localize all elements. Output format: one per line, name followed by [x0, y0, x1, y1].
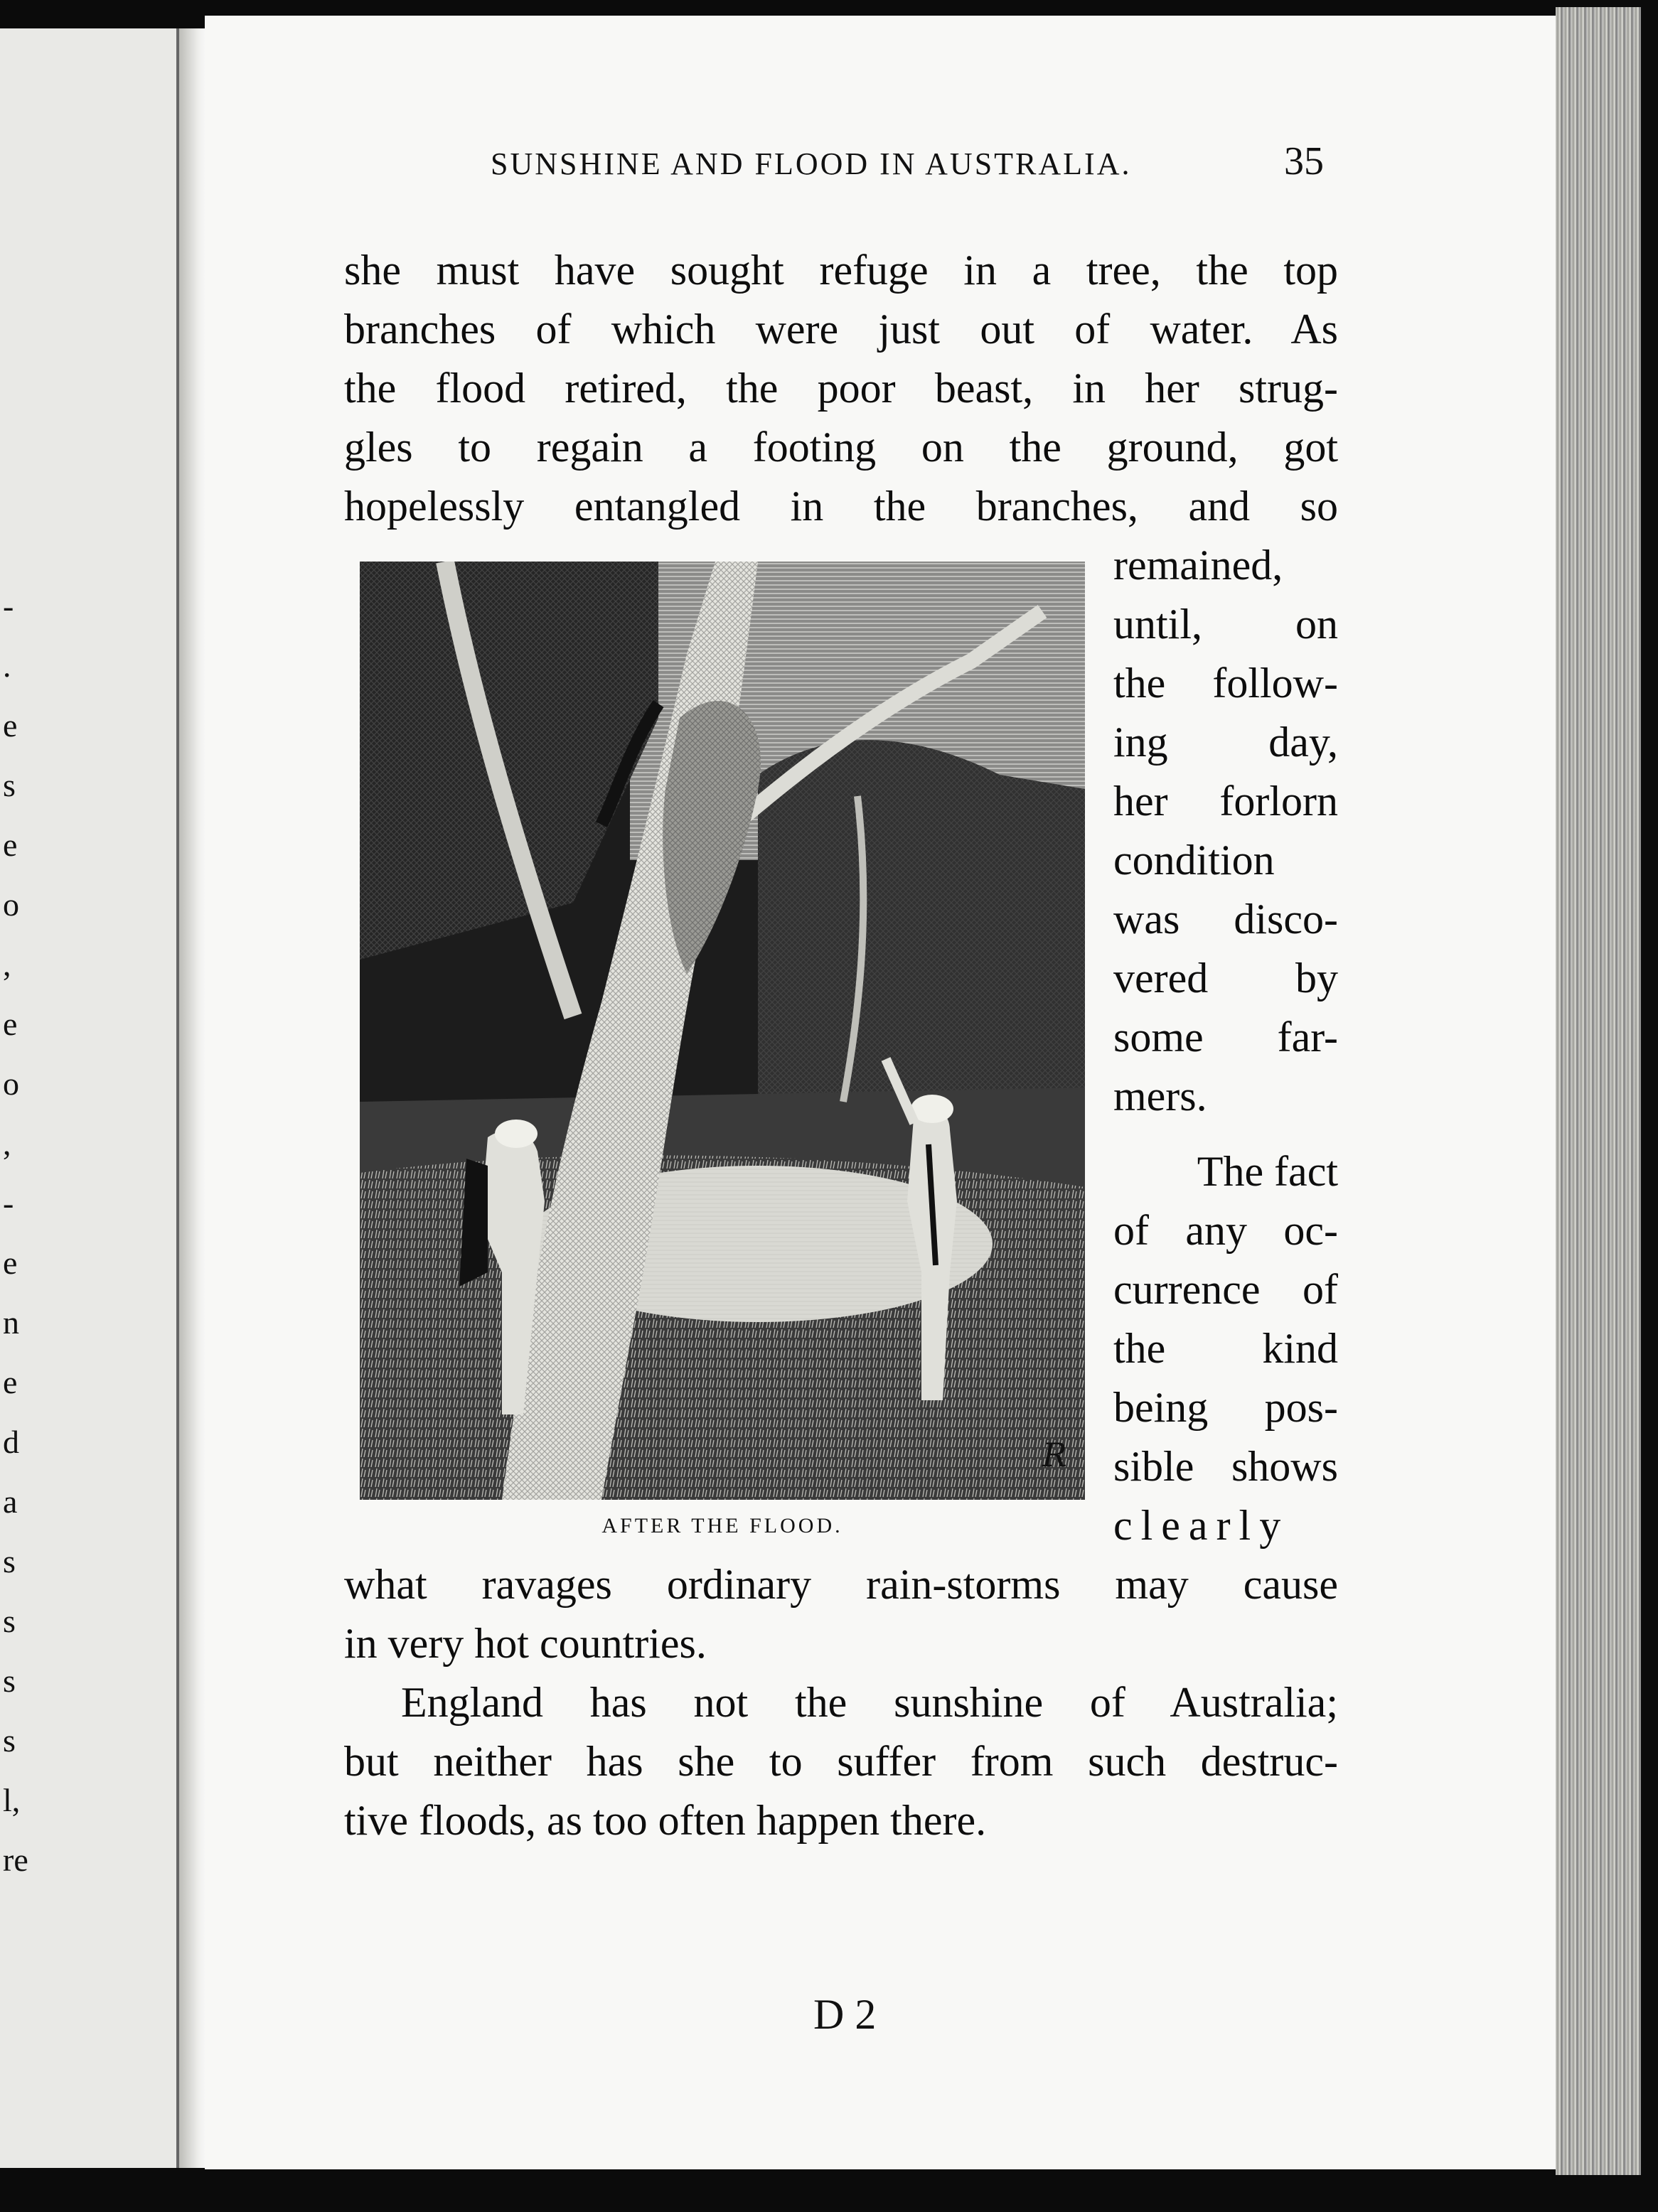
facing-page-fragment: s: [3, 1722, 16, 1759]
facing-page-fragment: ,: [3, 1125, 11, 1161]
facing-page-fragment: o: [3, 886, 19, 923]
facing-page-fragment: s: [3, 1663, 16, 1699]
text-line: branches of which were just out of water. As: [344, 306, 1338, 353]
text-line: some far-: [1113, 1014, 1338, 1061]
book-gutter: [176, 28, 208, 2168]
facing-page-fragment: e: [3, 1364, 18, 1400]
facing-page-fragment: -: [3, 588, 14, 624]
text-line: of any oc-: [1113, 1207, 1338, 1254]
facing-page-fragment: s: [3, 1543, 16, 1579]
text-line: gles to regain a footing on the ground, got: [344, 424, 1338, 471]
facing-page-fragment: -: [3, 1185, 14, 1221]
text-line: being pos-: [1113, 1384, 1338, 1431]
facing-page-fragment: o: [3, 1065, 19, 1102]
text-line: was disco-: [1113, 896, 1338, 943]
facing-page-fragment: d: [3, 1424, 19, 1460]
text-line: currence of: [1113, 1266, 1338, 1313]
text-line: her forlorn: [1113, 778, 1338, 825]
text-line: the kind: [1113, 1325, 1338, 1372]
facing-page-fragment: .: [3, 648, 11, 684]
facing-page-fragment: ,: [3, 946, 11, 982]
text-line: the flood retired, the poor beast, in her strug-: [344, 365, 1338, 412]
engraving-icon: [360, 562, 1085, 1500]
text-line: sible shows: [1113, 1443, 1338, 1490]
facing-page-fragment: e: [3, 1006, 18, 1042]
text-line: condition: [1113, 837, 1275, 884]
engraver-mark: R: [1042, 1436, 1067, 1474]
facing-page-text-fragments: [0, 28, 28, 2168]
text-line: ing day,: [1113, 719, 1338, 766]
page-number: 35: [1284, 139, 1324, 183]
text-line: what ravages ordinary rain-storms may cause: [344, 1561, 1338, 1608]
text-line: tive floods, as too often happen there.: [344, 1797, 987, 1844]
text-line: the follow-: [1113, 660, 1338, 707]
facing-page-fragment: a: [3, 1483, 18, 1520]
text-line: clearly: [1113, 1502, 1290, 1549]
facing-page-fragment: n: [3, 1304, 19, 1341]
running-head: SUNSHINE AND FLOOD IN AUSTRALIA.: [491, 146, 1132, 181]
text-line: England has not the sunshine of Australia;: [401, 1679, 1338, 1726]
text-line: mers.: [1113, 1073, 1207, 1120]
text-line: but neither has she to suffer from such destruc-: [344, 1738, 1338, 1785]
text-line: hopelessly entangled in the branches, and so: [344, 483, 1338, 530]
facing-page-fragment: l,: [3, 1782, 21, 1818]
text-line: she must have sought refuge in a tree, the top: [344, 247, 1338, 294]
facing-page-fragment: re: [3, 1842, 28, 1878]
text-line: vered by: [1113, 955, 1338, 1002]
facing-page: [0, 28, 178, 2168]
page-stack-edge: [1556, 7, 1641, 2175]
facing-page-fragment: e: [3, 827, 18, 863]
facing-page-fragment: s: [3, 1603, 16, 1639]
engraving-flood-scene: [360, 562, 1085, 1500]
facing-page-fragment: e: [3, 1245, 18, 1281]
text-line: in very hot countries.: [344, 1620, 707, 1667]
facing-page-fragment: s: [3, 767, 16, 803]
text-line: until, on: [1113, 601, 1338, 648]
illustration-caption: AFTER THE FLOOD.: [601, 1514, 843, 1537]
text-line: The fact: [1197, 1148, 1338, 1195]
facing-page-fragment: e: [3, 707, 18, 743]
signature-mark: D 2: [813, 1991, 877, 2038]
text-line: remained,: [1113, 542, 1283, 589]
